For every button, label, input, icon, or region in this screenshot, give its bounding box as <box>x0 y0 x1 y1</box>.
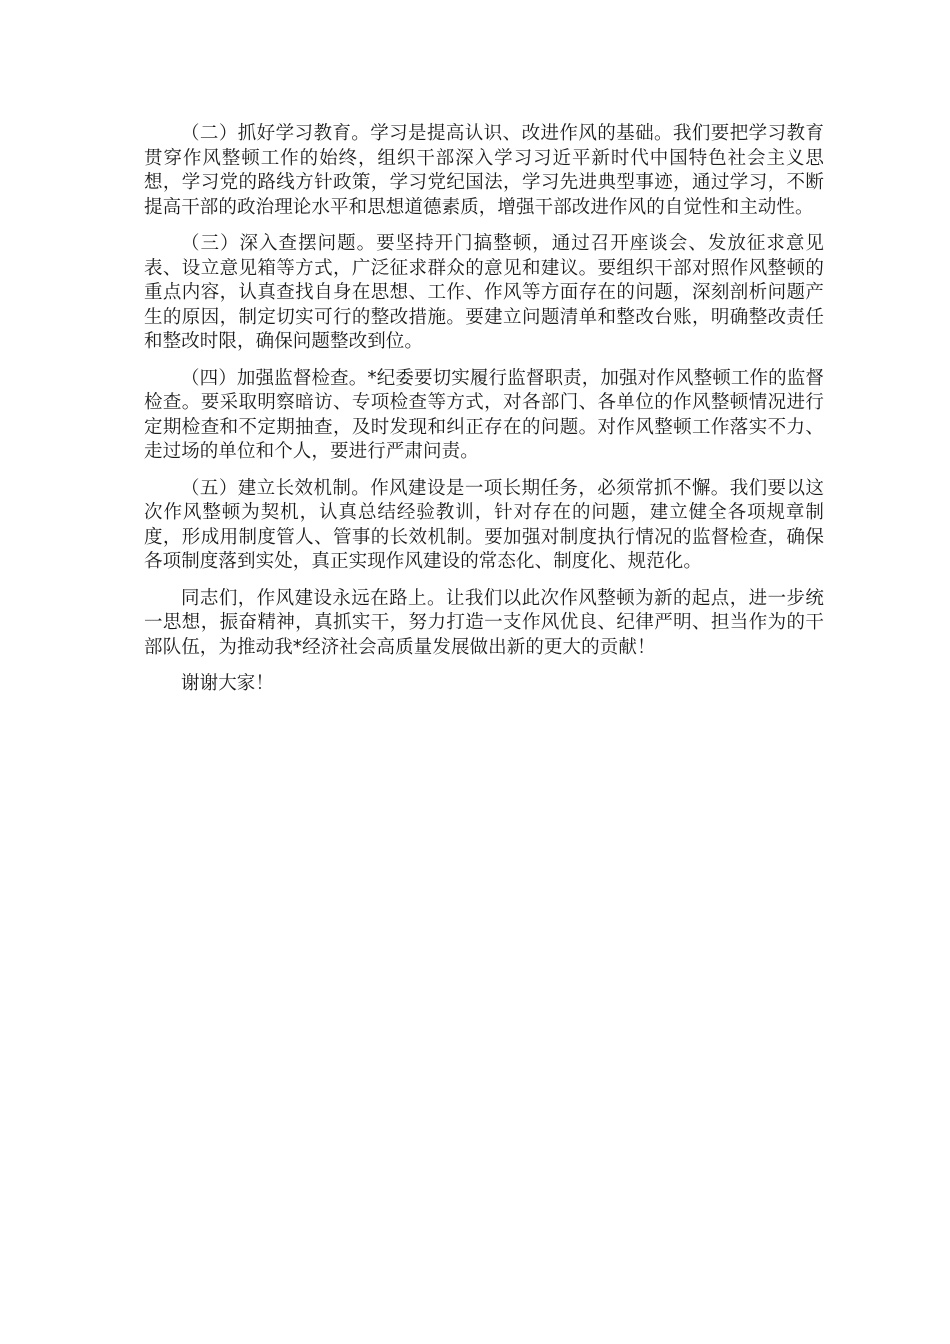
paragraph-find-problems: （三）深入查摆问题。要坚持开门搞整顿，通过召开座谈会、发放征求意见表、设立意见箱等方式，广泛征求群众的意见和建议。要组织干部对照作风整顿的重点内容，认真查找自身在思想、工作、作风等方面存在的问题，深刻剖析问题产生的原因，制定切实可行的整改措施。要建立问题清单和整改台账，明确整改责任和整改时限，确保问题整改到位。 <box>144 233 824 352</box>
document-body <box>144 122 824 709</box>
paragraph-closing-remarks: 同志们，作风建设永远在路上。让我们以此次作风整顿为新的起点，进一步统一思想，振奋精神，真抓实干，努力打造一支作风优良、纪律严明、担当作为的干部队伍，为推动我*经济社会高质量发展做出新的更大的贡献！ <box>144 587 824 658</box>
paragraph-study-education: （二）抓好学习教育。学习是提高认识、改进作风的基础。我们要把学习教育贯穿作风整顿工作的始终，组织干部深入学习习近平新时代中国特色社会主义思想，学习党的路线方针政策，学习党纪国法，学习先进典型事迹，通过学习，不断提高干部的政治理论水平和思想道德素质，增强干部改进作风的自觉性和主动性。 <box>144 123 824 218</box>
paragraph-thanks: 谢谢大家！ <box>181 673 275 694</box>
paragraph-supervision: （四）加强监督检查。*纪委要切实履行监督职责，加强对作风整顿工作的监督检查。要采取明察暗访、专项检查等方式，对各部门、各单位的作风整顿情况进行定期检查和不定期抽查，及时发现和纠正存在的问题。对作风整顿工作落实不力、走过场的单位和个人，要进行严肃问责。 <box>144 367 824 462</box>
paragraph-long-term-mechanism: （五）建立长效机制。作风建设是一项长期任务，必须常抓不懈。我们要以这次作风整顿为契机，认真总结经验教训，针对存在的问题，建立健全各项规章制度，形成用制度管人、管事的长效机制。要加强对制度执行情况的监督检查，确保各项制度落到实处，真正实现作风建设的常态化、制度化、规范化。 <box>144 477 824 572</box>
